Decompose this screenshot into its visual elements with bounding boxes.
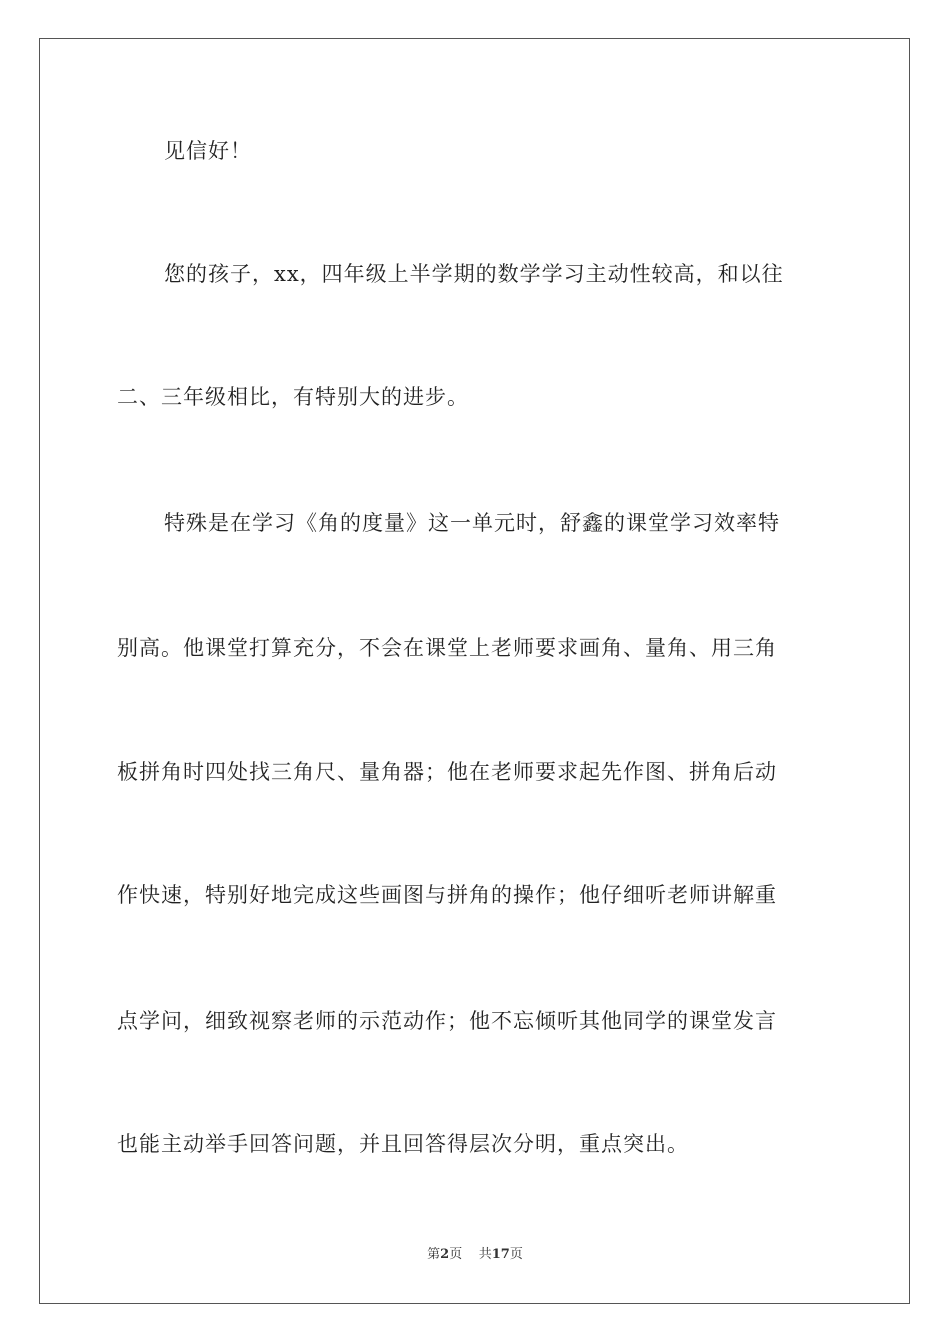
paragraph-2-line-5: 点学问，细致视察老师的示范动作；他不忘倾听其他同学的课堂发言 [117,1009,777,1033]
page-prefix: 第 [427,1247,441,1262]
paragraph-2-line-2: 别高。他课堂打算充分，不会在课堂上老师要求画角、量角、用三角 [117,636,777,660]
page-number: 2 [440,1247,450,1262]
paragraph-1-line-2: 二、三年级相比，有特别大的进步。 [117,385,469,409]
greeting-line: 见信好！ [164,139,252,163]
paragraph-2-line-1: 特殊是在学习《角的度量》这一单元时，舒鑫的课堂学习效率特 [164,511,780,535]
page-footer [0,1246,950,1264]
total-suffix: 页 [509,1247,523,1262]
paragraph-1-line-1: 您的孩子，xx，四年级上半学期的数学学习主动性较高，和以往 [164,262,784,286]
page-suffix: 页 [449,1247,463,1262]
paragraph-2-line-3: 板拼角时四处找三角尺、量角器；他在老师要求起先作图、拼角后动 [117,760,777,784]
page-border [39,38,910,1304]
total-prefix: 共 [478,1247,492,1262]
total-pages: 17 [491,1247,510,1262]
paragraph-2-line-6: 也能主动举手回答问题，并且回答得层次分明，重点突出。 [117,1132,689,1156]
paragraph-2-line-4: 作快速，特别好地完成这些画图与拼角的操作；他仔细听老师讲解重 [117,883,777,907]
